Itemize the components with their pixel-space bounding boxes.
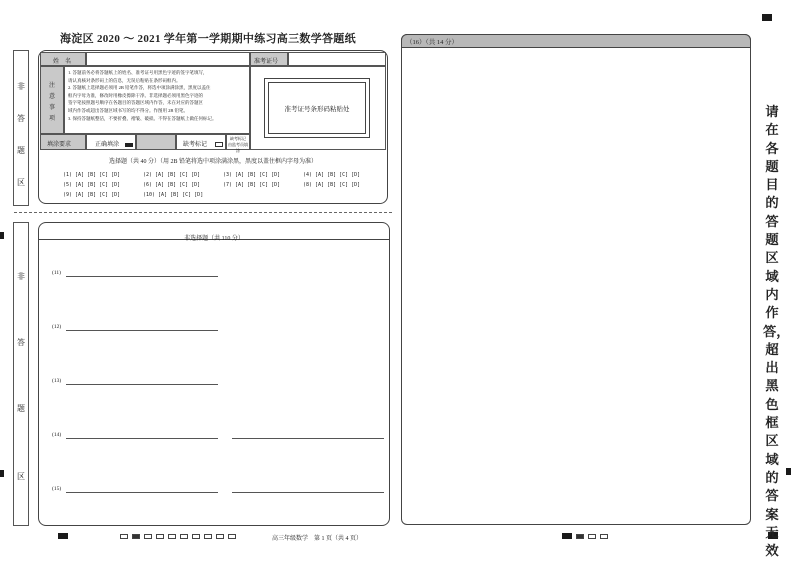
id-field[interactable] xyxy=(288,52,386,66)
mc-question-10[interactable]: (10) [A] [B] [C] [D] xyxy=(143,192,204,198)
mc-question-5[interactable]: (5) [A] [B] [C] [D] xyxy=(63,182,121,188)
id-label-cell xyxy=(250,52,288,66)
absent-note-line: 缺考标记 xyxy=(230,136,246,141)
answer-area-warning: 请在各题目的答题区域内作答，超出黑色框区域的答案无效 xyxy=(763,105,790,560)
name-label-cell xyxy=(40,52,86,66)
note-line: 框内字母为准，修改时用橡皮擦除干净。非选择题必须用黑色字迹的 xyxy=(68,92,203,98)
note-line: 1. 答题前务必将答题纸上的姓名、准考证号用黑色字迹的签字笔填写， xyxy=(68,70,208,75)
side-label-char: 区 xyxy=(17,472,25,481)
fill-req-label: 填涂要求 xyxy=(47,142,72,148)
side-label-char: 答 xyxy=(17,114,25,123)
page-footer: 高三年级数学 第 1 页（共 4 页） xyxy=(272,536,363,542)
question-14-label: (14) xyxy=(52,432,62,438)
notes-label-cell xyxy=(40,66,64,134)
cut-line xyxy=(14,212,392,213)
name-label: 姓 名 xyxy=(53,59,72,65)
note-line: 签字笔按照题号顺序在各题目的答题区域内作答，未在对应的答题区 xyxy=(68,100,203,106)
absent-note-cell xyxy=(226,134,250,153)
side-label-char: 非 xyxy=(17,272,25,281)
non-mc-box xyxy=(38,222,390,526)
side-label-char: 题 xyxy=(17,146,25,155)
sheet-title: 海淀区 2020 ～ 2021 学年第一学期期中练习高三数学答题纸 xyxy=(60,33,356,45)
page-square xyxy=(204,534,212,539)
notes-label-char: 事 xyxy=(48,105,55,111)
q16-answer-box[interactable] xyxy=(401,34,751,525)
notes-text-cell xyxy=(64,66,250,134)
answer-line-14a[interactable] xyxy=(66,438,218,439)
absent-cell xyxy=(176,134,226,150)
page-square-filled xyxy=(576,534,584,539)
notes-label-char: 项 xyxy=(48,116,55,122)
fill-correct-cell xyxy=(86,134,136,150)
absent-box[interactable] xyxy=(215,142,223,147)
registration-mark-top-right xyxy=(762,14,772,21)
page-square xyxy=(180,534,188,539)
fill-req-label-cell xyxy=(40,134,86,150)
note-line: 2. 答题纸上选择题必须用 2B 铅笔作答，将选中项涂满涂黑，黑度以盖住 xyxy=(68,85,211,91)
filled-sample-icon xyxy=(125,143,133,147)
side-mark-left-bottom xyxy=(0,470,4,477)
mc-question-9[interactable]: (9) [A] [B] [C] [D] xyxy=(63,192,121,198)
non-mc-title-bar xyxy=(38,222,390,240)
note-line: 3. 保持答题纸整洁，不要折叠、褶皱、破损。不得在答题纸上做任何标记。 xyxy=(68,115,217,121)
answer-line-11[interactable] xyxy=(66,276,218,277)
answer-line-13[interactable] xyxy=(66,384,218,385)
non-answer-area-top xyxy=(13,50,29,206)
notes-label-char: 注 xyxy=(48,83,55,89)
page-square xyxy=(156,534,164,539)
side-mark-left-top xyxy=(0,232,4,239)
mc-title: 选择题（共 40 分）（用 2B 铅笔将选中项涂满涂黑，黑度以盖住框内字母为准） xyxy=(108,159,317,165)
barcode-label: 准考证号条形码粘贴处 xyxy=(284,105,350,113)
footer-mark-1 xyxy=(562,533,572,539)
page-square xyxy=(192,534,200,539)
page-square xyxy=(120,534,128,539)
fill-correct-label: 正确填涂 xyxy=(95,142,120,148)
side-label-char: 非 xyxy=(17,82,25,91)
registration-mark-bottom-left xyxy=(58,533,68,539)
non-answer-area-bottom xyxy=(13,222,29,526)
side-label-char: 答 xyxy=(17,338,25,347)
absent-label-cell xyxy=(136,134,176,150)
mc-question-2[interactable]: (2) [A] [B] [C] [D] xyxy=(143,172,201,178)
answer-line-14b[interactable] xyxy=(232,438,384,439)
mc-question-8[interactable]: (8) [A] [B] [C] [D] xyxy=(303,182,361,188)
barcode-frame xyxy=(264,78,370,138)
name-field[interactable] xyxy=(86,52,250,66)
mc-question-3[interactable]: (3) [A] [B] [C] [D] xyxy=(223,172,281,178)
side-label-char: 题 xyxy=(17,404,25,413)
note-line: 域内作答或超出答题区域书写的均不得分。作图用 2B 铅笔。 xyxy=(68,107,188,113)
q16-header-bar xyxy=(401,34,751,48)
answer-line-15b[interactable] xyxy=(232,492,384,493)
mc-question-7[interactable]: (7) [A] [B] [C] [D] xyxy=(223,182,281,188)
page-square xyxy=(228,534,236,539)
mc-question-1[interactable]: (1) [A] [B] [C] [D] xyxy=(63,172,121,178)
page-square xyxy=(168,534,176,539)
page-square xyxy=(600,534,608,539)
absent-label: 缺考标记 xyxy=(183,142,208,148)
q16-header: （16）（共 14 分） xyxy=(406,39,458,46)
mc-question-6[interactable]: (6) [A] [B] [C] [D] xyxy=(143,182,201,188)
note-line: 请认真核对条形码上的信息，无误后粘贴在条形码框内。 xyxy=(68,77,181,83)
page-square xyxy=(144,534,152,539)
question-12-label: (12) xyxy=(52,324,62,330)
side-mark-right xyxy=(786,468,791,475)
page-square xyxy=(216,534,224,539)
notes-label-char: 意 xyxy=(48,94,55,100)
answer-line-15a[interactable] xyxy=(66,492,218,493)
non-mc-title: 非选择题（共 110 分） xyxy=(184,236,244,242)
side-label-char: 区 xyxy=(17,178,25,187)
answer-line-12[interactable] xyxy=(66,330,218,331)
question-15-label: (15) xyxy=(52,486,62,492)
page-square-filled xyxy=(132,534,140,539)
question-11-label: (11) xyxy=(52,270,61,276)
id-label: 准考证号 xyxy=(254,59,279,65)
question-13-label: (13) xyxy=(52,378,62,384)
absent-note-line: 由监考员填涂 xyxy=(228,142,248,153)
page-square xyxy=(588,534,596,539)
mc-question-4[interactable]: (4) [A] [B] [C] [D] xyxy=(303,172,361,178)
